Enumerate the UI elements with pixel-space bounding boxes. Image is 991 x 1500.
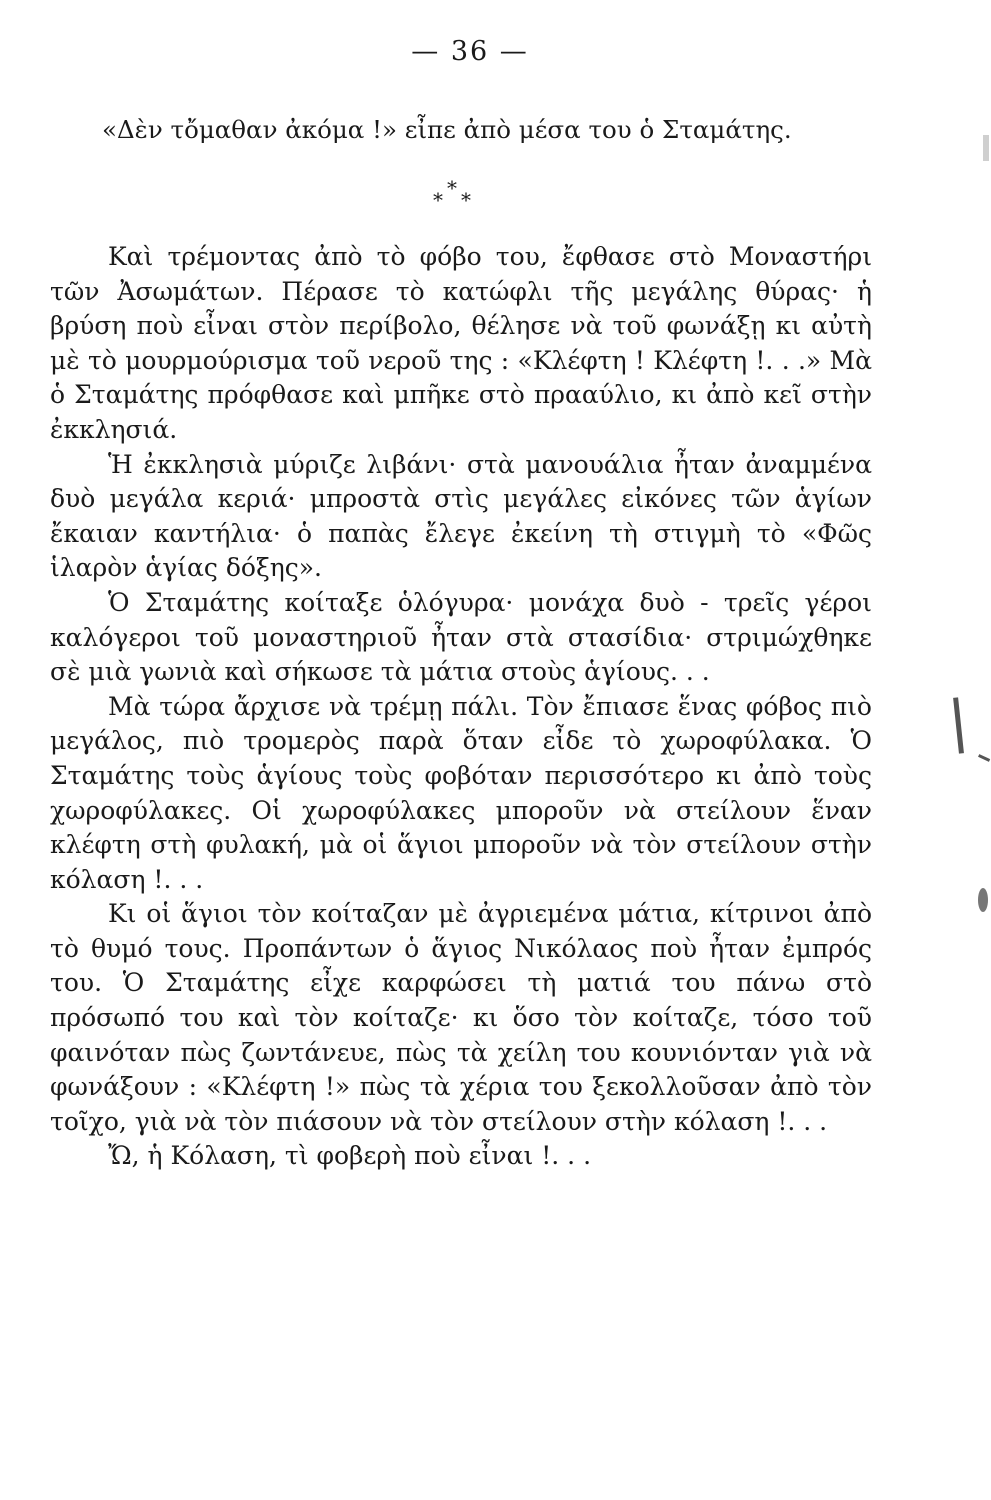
chapter-text (50, 240, 872, 1174)
section-break-asterism (430, 178, 480, 218)
asterism-star-left: * (433, 188, 443, 212)
page-edge-shadow (983, 135, 989, 161)
paragraph: Κι οἱ ἅγιοι τὸν κοίταζαν μὲ ἀγριεμένα μάτια, κίτρινοι ἀπὸ τὸ θυμό τους. Προπάντων ὁ ἅγιος Νικόλαος ποὺ ἦταν ἐμπρός του. Ὁ Σταμάτης εἶχε καρφώσει τὴ ματιά του πάνω στὸ πρόσωπό του καὶ τὸν κοίταζε· κι ὅσο τὸν κοίταζε, τόσο τοῦ φαινόταν πὼς ζωντάνευε, πὼς τὰ χείλη του κουνιόνταν γιὰ νὰ φωνάξουν : «Κλέφτη !» πὼς τὰ χέρια του ξεκολλοῦσαν ἀπὸ τὸν τοῖχο, γιὰ νὰ τὸν πιάσουν νὰ τὸν στείλουν στὴν κόλαση !. . . (50, 899, 872, 1136)
asterism-star-right: * (461, 188, 471, 212)
paragraph: Μὰ τώρα ἄρχισε νὰ τρέμῃ πάλι. Τὸν ἔπιασε ἕνας φόβος πιὸ μεγάλος, πιὸ τρομερὸς παρὰ ὅταν εἶδε τὸ χωροφύλακα. Ὁ Σταμάτης τοὺς ἁγίους τοὺς φοβόταν περισσότερο κι ἀπὸ τοὺς χωροφύλακες. Οἱ χωροφύλακες μποροῦν νὰ στείλουν ἕναν κλέφτη στὴ φυλακή, μὰ οἱ ἅγιοι μποροῦν νὰ τὸν στείλουν στὴν κόλαση !. . . (50, 691, 872, 894)
margin-ink-mark (974, 754, 990, 771)
page-number: — 36 — (411, 36, 529, 67)
margin-ink-blot (978, 888, 988, 912)
paragraph: Ὤ, ἡ Κόλαση, τὶ φοβερὴ ποὺ εἶναι !. . . (108, 1141, 592, 1171)
paragraph: Ὁ Σταμάτης κοίταξε ὁλόγυρα· μονάχα δυὸ - τρεῖς γέροι καλόγεροι τοῦ μοναστηριοῦ ἦταν στὰ στασίδια· στριμώχθηκε σὲ μιὰ γωνιὰ καὶ σήκωσε τὰ μάτια στοὺς ἁγίους. . . (50, 587, 872, 687)
asterism-star-top: * (447, 176, 457, 200)
paragraph: Καὶ τρέμοντας ἀπὸ τὸ φόβο του, ἔφθασε στὸ Μοναστήρι τῶν Ἀσωμάτων. Πέρασε τὸ κατώφλι τῆς μεγάλης θύρας· ἡ βρύση ποὺ εἶναι στὸν περίβολο, θέλησε νὰ τοῦ φωνάξῃ κι αὐτὴ μὲ τὸ μουρμούρισμα τοῦ νεροῦ της : «Κλέφτη ! Κλέφτη !. . .» Μὰ ὁ Σταμάτης πρόφθασε καὶ μπῆκε στὸ πρααύλιο, κι ἀπὸ κεῖ στὴν ἐκκλησιά. (50, 242, 872, 444)
opening-line: «Δὲν τὄμαθαν ἀκόμα !» εἶπε ἀπὸ μέσα του ὁ Σταμάτης. (102, 115, 792, 144)
margin-ink-mark (953, 696, 974, 753)
paragraph: Ἡ ἐκκλησιὰ μύριζε λιβάνι· στὰ μανουάλια ἦταν ἀναμμένα δυὸ μεγάλα κεριά· μπροστὰ στὶς μεγάλες εἰκόνες τῶν ἁγίων ἔκαιαν καντήλια· ὁ παπὰς ἔλεγε ἐκείνη τὴ στιγμὴ τὸ «Φῶς ἱλαρὸν ἁγίας δόξης». (50, 449, 872, 583)
